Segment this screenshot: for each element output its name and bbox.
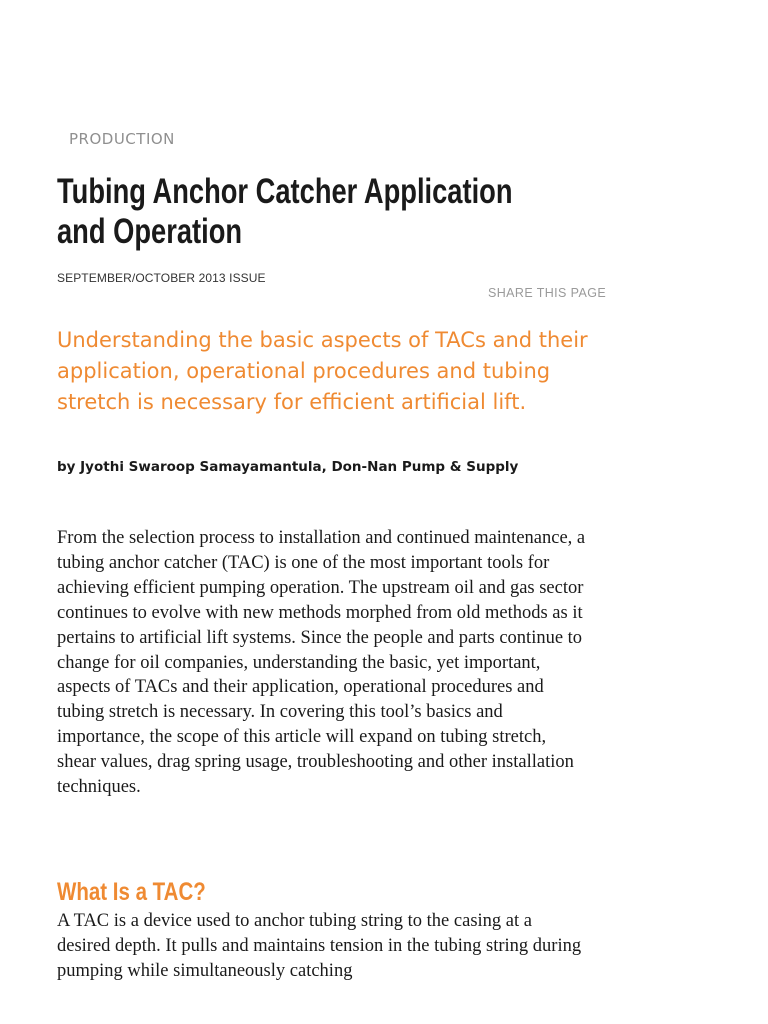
article-deck: Understanding the basic aspects of TACs and their application, operational procedures and tubing stretch is necessary for efficient artificial lift. [57, 328, 588, 414]
category-link[interactable]: PRODUCTION [69, 130, 175, 148]
article-title: Tubing Anchor Catcher Application and Operation [57, 172, 513, 251]
issue-label: SEPTEMBER/OCTOBER 2013 ISSUE [57, 271, 266, 285]
author-byline: by Jyothi Swaroop Samayamantula, Don-Nan Pump & Supply [57, 459, 519, 475]
section-heading: What Is a TAC? [57, 878, 206, 906]
section-paragraph: A TAC is a device used to anchor tubing string to the casing at a desired depth. It pulls and maintains tension in the tubing string during pumping while simultaneously catching [57, 911, 582, 981]
share-page-button[interactable]: SHARE THIS PAGE [488, 286, 607, 300]
intro-paragraph: From the selection process to installation and continued maintenance, a tubing anchor catcher (TAC) is one of the most important tools for achieving efficient pumping operation. The upstream oil and gas sector continues to evolve with new methods morphed from old methods as it pertains to artificial lift systems. Since the people and parts continue to change for oil companies, understanding the basic, yet important, aspects of TACs and their application, operational procedures and tubing stretch is necessary. In covering this tool’s basics and importance, the scope of this article will expand on tubing stretch, shear values, drag spring usage, troubleshooting and other installation techniques. [57, 528, 586, 798]
